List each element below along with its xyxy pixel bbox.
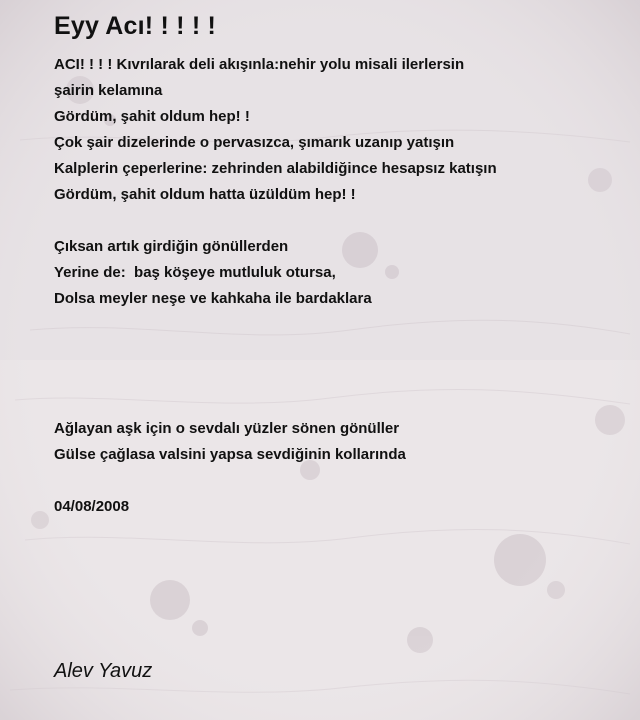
poem-body — [54, 52, 624, 546]
poem-line: Çıksan artık girdiğin gönüllerden — [54, 238, 289, 255]
poem-line: Çok şair dizelerinde o pervasızca, şımarık uzanıp yatışın — [54, 134, 455, 151]
poem-date — [54, 494, 624, 520]
poem-line: Yerine de: baş köşeye mutluluk otursa, — [54, 264, 336, 281]
poem-line: şairin kelamına — [54, 82, 163, 99]
stanza-gap — [54, 338, 624, 416]
stanza — [54, 52, 624, 208]
stanza — [54, 416, 624, 468]
stanza — [54, 234, 624, 312]
poem-line: Ağlayan aşk için o sevdalı yüzler sönen gönüller — [54, 420, 400, 437]
poem-date-text: 04/08/2008 — [54, 498, 130, 515]
poem-line: Kalplerin çeperlerine: zehrinden alabildiğince hesapsız katışın — [54, 160, 497, 177]
poem-line: ACI! ! ! ! Kıvrılarak deli akışınla:nehir yolu misali ilerlersin — [54, 56, 465, 73]
poem-author: Alev Yavuz — [54, 660, 153, 682]
poem-line: Gördüm, şahit oldum hep! ! — [54, 108, 250, 125]
poem-line: Gördüm, şahit oldum hatta üzüldüm hep! ! — [54, 186, 356, 203]
poem-line: Gülse çağlasa valsini yapsa sevdiğinin kollarında — [54, 446, 406, 463]
poem-title: Eyy Acı! ! ! ! ! — [54, 12, 217, 40]
poem-line: Dolsa meyler neşe ve kahkaha ile bardaklara — [54, 290, 372, 307]
